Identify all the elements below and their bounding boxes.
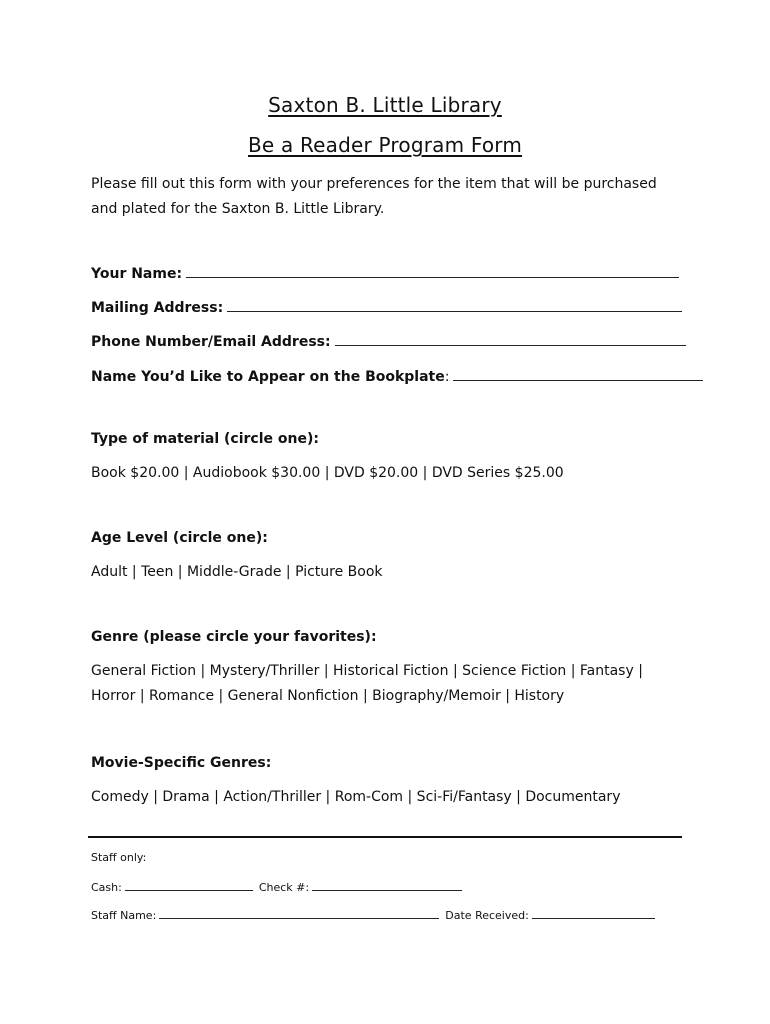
staff-name-row bbox=[91, 908, 661, 922]
movie-heading: Movie-Specific Genres: bbox=[91, 755, 272, 771]
genre-options-line-1: General Fiction | Mystery/Thriller | Historical Fiction | Science Fiction | Fantasy | bbox=[91, 663, 643, 679]
staff-heading: Staff only: bbox=[91, 851, 147, 864]
payment-row bbox=[91, 880, 468, 894]
address-input-line[interactable] bbox=[227, 297, 682, 312]
form-title: Be a Reader Program Form bbox=[247, 133, 523, 157]
contact-label: Phone Number/Email Address: bbox=[91, 334, 331, 350]
check-input-line[interactable] bbox=[312, 880, 462, 891]
address-label: Mailing Address: bbox=[91, 300, 224, 316]
address-field bbox=[91, 297, 682, 316]
intro-paragraph bbox=[91, 172, 691, 222]
date-label: Date Received: bbox=[445, 909, 529, 922]
date-input-line[interactable] bbox=[532, 908, 655, 919]
name-input-line[interactable] bbox=[186, 263, 679, 278]
contact-field bbox=[91, 331, 686, 350]
age-options: Adult | Teen | Middle-Grade | Picture Book bbox=[91, 564, 383, 580]
genre-heading: Genre (please circle your favorites): bbox=[91, 629, 377, 645]
bookplate-field bbox=[91, 366, 703, 385]
bookplate-colon: : bbox=[444, 369, 450, 385]
library-title: Saxton B. Little Library bbox=[268, 93, 502, 117]
staff-name-label: Staff Name: bbox=[91, 909, 157, 922]
name-field bbox=[91, 263, 679, 282]
staff-divider bbox=[88, 836, 682, 838]
check-label: Check #: bbox=[258, 881, 310, 894]
cash-input-line[interactable] bbox=[125, 880, 253, 891]
bookplate-label: Name You’d Like to Appear on the Bookplate bbox=[91, 369, 445, 385]
name-label: Your Name: bbox=[91, 266, 183, 282]
cash-label: Cash: bbox=[91, 881, 122, 894]
bookplate-input-line[interactable] bbox=[453, 366, 703, 381]
age-heading: Age Level (circle one): bbox=[91, 530, 268, 546]
staff-name-input-line[interactable] bbox=[159, 908, 439, 919]
material-options: Book $20.00 | Audiobook $30.00 | DVD $20.00 | DVD Series $25.00 bbox=[91, 465, 564, 481]
contact-input-line[interactable] bbox=[335, 331, 686, 346]
intro-line-2: and plated for the Saxton B. Little Library. bbox=[91, 201, 385, 217]
material-heading: Type of material (circle one): bbox=[91, 431, 319, 447]
genre-options bbox=[91, 659, 691, 709]
intro-line-1: Please fill out this form with your preferences for the item that will be purchased bbox=[91, 176, 657, 192]
movie-options: Comedy | Drama | Action/Thriller | Rom-Com | Sci-Fi/Fantasy | Documentary bbox=[91, 789, 621, 805]
genre-options-line-2: Horror | Romance | General Nonfiction | Biography/Memoir | History bbox=[91, 688, 565, 704]
